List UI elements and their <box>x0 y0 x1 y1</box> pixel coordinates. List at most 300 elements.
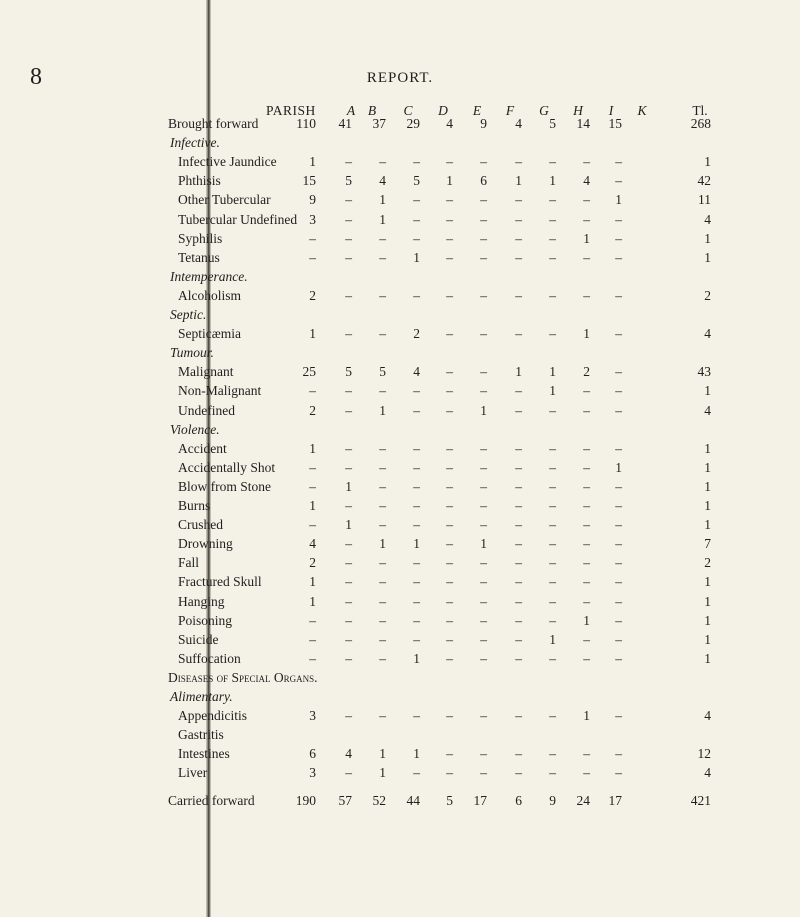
row-values <box>0 190 800 209</box>
cell-value: – <box>615 383 622 399</box>
cell-value: 5 <box>345 173 352 189</box>
cell-value: – <box>583 746 590 762</box>
cell-value: – <box>379 154 386 170</box>
cell-value: 1 <box>345 478 352 494</box>
cell-value: – <box>583 555 590 571</box>
cell-value: – <box>515 326 522 342</box>
cell-value: – <box>515 612 522 628</box>
cell-value: – <box>413 459 420 475</box>
cell-value: 4 <box>704 211 711 227</box>
cell-value: 15 <box>302 173 316 189</box>
row-values <box>0 592 800 611</box>
cell-value: – <box>549 650 556 666</box>
cell-value: – <box>345 326 352 342</box>
cell-value: – <box>480 326 487 342</box>
cell-value: 5 <box>379 364 386 380</box>
cell-value: – <box>480 574 487 590</box>
cell-value: – <box>309 517 316 533</box>
cell-value: – <box>615 746 622 762</box>
cell-value: – <box>583 249 590 265</box>
cell-value: 4 <box>704 402 711 418</box>
cell-value: – <box>615 287 622 303</box>
cell-value: – <box>480 249 487 265</box>
column-header-h: H <box>573 103 583 118</box>
cell-value: – <box>309 612 316 628</box>
cell-value: – <box>446 287 453 303</box>
cell-value: 1 <box>379 746 386 762</box>
cell-value: 1 <box>583 708 590 724</box>
cell-value: – <box>413 765 420 781</box>
cell-value: – <box>615 326 622 342</box>
cell-value: – <box>379 574 386 590</box>
cell-value: – <box>309 459 316 475</box>
cell-value: 1 <box>704 631 711 647</box>
row-values <box>0 630 800 649</box>
cell-value: 1 <box>309 440 316 456</box>
row-label: Other Tubercular <box>178 192 271 208</box>
cell-value: 1 <box>704 249 711 265</box>
cell-value: – <box>446 326 453 342</box>
row-label: Septicæmia <box>178 326 241 342</box>
cell-value: – <box>446 383 453 399</box>
cell-value: – <box>583 478 590 494</box>
cell-value: – <box>549 517 556 533</box>
cell-value: 5 <box>413 173 420 189</box>
cell-value: 17 <box>473 792 487 808</box>
cell-value: 4 <box>515 116 522 131</box>
cell-value: 1 <box>446 173 453 189</box>
cell-value: – <box>379 708 386 724</box>
cell-value: 5 <box>549 116 556 131</box>
cell-value: – <box>446 211 453 227</box>
cell-value: 1 <box>309 498 316 513</box>
cell-value: 1 <box>379 192 386 208</box>
cell-value: – <box>309 383 316 399</box>
row-values <box>0 362 800 381</box>
cell-value: – <box>583 517 590 533</box>
cell-value: – <box>615 440 622 456</box>
column-header-a: A <box>346 103 356 118</box>
cell-value: – <box>480 440 487 456</box>
cell-value: 1 <box>704 517 711 533</box>
cell-value: – <box>345 650 352 666</box>
cell-value: – <box>379 249 386 265</box>
cell-value: – <box>515 383 522 399</box>
cell-value: – <box>549 192 556 208</box>
column-header-d: D <box>438 103 448 118</box>
cell-value: – <box>446 230 453 246</box>
cell-value: – <box>515 402 522 418</box>
cell-value: – <box>549 593 556 609</box>
cell-value: – <box>583 650 590 666</box>
cell-value: – <box>583 287 590 303</box>
cell-value: 1 <box>379 211 386 227</box>
cell-value: – <box>615 708 622 724</box>
cell-value: – <box>379 230 386 246</box>
cell-value: 1 <box>345 517 352 533</box>
cell-value: – <box>515 440 522 456</box>
row-label: Liver <box>178 765 208 781</box>
cell-value: – <box>515 574 522 590</box>
row-values <box>0 381 800 400</box>
cell-value: – <box>309 249 316 265</box>
cell-value: 4 <box>704 765 711 781</box>
row-label: Gastritis <box>178 727 224 743</box>
cell-value: 1 <box>615 192 622 208</box>
cell-value: – <box>480 154 487 170</box>
cell-value: – <box>583 536 590 552</box>
cell-value: 3 <box>309 211 316 227</box>
cell-value: 6 <box>480 173 487 189</box>
cell-value: 4 <box>309 536 316 552</box>
cell-value: – <box>480 650 487 666</box>
cell-value: – <box>379 593 386 609</box>
cell-value: 1 <box>704 478 711 494</box>
section-heading: Intemperance. <box>170 268 248 284</box>
cell-value: – <box>480 498 487 513</box>
section-heading: Violence. <box>170 421 220 437</box>
special-organs-heading: Diseases of Special Organs. <box>168 669 318 685</box>
cell-value: – <box>480 746 487 762</box>
cell-value: 1 <box>413 536 420 552</box>
cell-value: 17 <box>608 792 622 808</box>
cell-value: – <box>446 574 453 590</box>
cell-value: – <box>480 383 487 399</box>
cell-value: 1 <box>515 173 522 189</box>
column-header-k: K <box>637 103 647 118</box>
cell-value: – <box>480 230 487 246</box>
cell-value: – <box>345 708 352 724</box>
cell-value: – <box>413 612 420 628</box>
cell-value: – <box>583 459 590 475</box>
cell-value: – <box>413 383 420 399</box>
cell-value: 1 <box>413 746 420 762</box>
page-number: 8 <box>30 64 42 90</box>
row-values <box>0 324 800 343</box>
cell-value: – <box>446 612 453 628</box>
cell-value: – <box>515 287 522 303</box>
cell-value: – <box>345 498 352 513</box>
column-header-f: F <box>505 103 515 118</box>
cell-value: – <box>413 478 420 494</box>
row-values <box>0 725 800 744</box>
cell-value: 6 <box>309 746 316 762</box>
cell-value: 1 <box>549 631 556 647</box>
cell-value: 2 <box>704 555 711 571</box>
cell-value: 2 <box>309 555 316 571</box>
cell-value: – <box>583 593 590 609</box>
row-label: Undefined <box>178 402 235 418</box>
cell-value: – <box>413 574 420 590</box>
cell-value: 24 <box>576 792 590 808</box>
row-label: Fall <box>178 555 200 571</box>
cell-value: 52 <box>372 792 386 808</box>
cell-value: – <box>583 383 590 399</box>
cell-value: 37 <box>372 116 386 131</box>
cell-value: 1 <box>309 154 316 170</box>
cell-value: 1 <box>704 459 711 475</box>
cell-value: 1 <box>549 364 556 380</box>
cell-value: – <box>413 211 420 227</box>
row-values <box>0 553 800 572</box>
cell-value: – <box>515 765 522 781</box>
cell-value: – <box>515 211 522 227</box>
cell-value: – <box>615 574 622 590</box>
row-label: Accidentally Shot <box>178 459 276 475</box>
row-label: Drowning <box>178 536 233 552</box>
cell-value: – <box>549 765 556 781</box>
cell-value: – <box>446 478 453 494</box>
row-label: Alcoholism <box>178 287 241 303</box>
cell-value: – <box>413 555 420 571</box>
cell-value: – <box>379 612 386 628</box>
cell-value: – <box>615 536 622 552</box>
row-values <box>0 152 800 171</box>
row-values <box>0 458 800 477</box>
cell-value: 1 <box>704 440 711 456</box>
column-header-g: G <box>539 103 549 118</box>
cell-value: – <box>615 154 622 170</box>
cell-value: 5 <box>446 792 453 808</box>
cell-value: – <box>413 498 420 513</box>
cell-value: – <box>446 154 453 170</box>
cell-value: 9 <box>549 792 556 808</box>
cell-value: 11 <box>698 192 711 208</box>
cell-value: 1 <box>379 765 386 781</box>
cell-value: – <box>515 498 522 513</box>
cell-value: – <box>583 211 590 227</box>
running-head: REPORT. <box>366 70 434 86</box>
cell-value: – <box>549 249 556 265</box>
row-values <box>0 763 800 782</box>
cell-value: – <box>583 192 590 208</box>
row-values <box>0 496 800 515</box>
cell-value: – <box>515 536 522 552</box>
cell-value: – <box>615 478 622 494</box>
cell-value: 1 <box>480 536 487 552</box>
cell-value: – <box>480 211 487 227</box>
cell-value: 15 <box>608 116 622 131</box>
parish-label: PARISH <box>266 103 316 118</box>
cell-value: 57 <box>338 792 352 808</box>
cell-value: – <box>379 631 386 647</box>
cell-value: – <box>615 517 622 533</box>
cell-value: – <box>515 249 522 265</box>
cell-value: – <box>549 440 556 456</box>
row-values <box>0 706 800 725</box>
cell-value: – <box>446 402 453 418</box>
cell-value: – <box>413 440 420 456</box>
cell-value: 3 <box>309 708 316 724</box>
cell-value: – <box>615 650 622 666</box>
cell-value: – <box>379 498 386 513</box>
cell-value: – <box>446 593 453 609</box>
cell-value: – <box>480 765 487 781</box>
cell-value: – <box>446 459 453 475</box>
cell-value: – <box>583 498 590 513</box>
cell-value: – <box>446 517 453 533</box>
cell-value: 1 <box>615 459 622 475</box>
brought-forward-label: Brought forward <box>168 116 259 131</box>
cell-value: – <box>615 173 622 189</box>
cell-value: – <box>413 230 420 246</box>
cell-value: 1 <box>309 326 316 342</box>
cell-value: – <box>446 650 453 666</box>
cell-value: – <box>413 517 420 533</box>
cell-value: – <box>379 650 386 666</box>
cell-value: 2 <box>309 287 316 303</box>
cell-value: 1 <box>309 574 316 590</box>
cell-value: – <box>480 287 487 303</box>
cell-value: – <box>549 478 556 494</box>
row-values <box>0 477 800 496</box>
cell-value: – <box>583 154 590 170</box>
cell-value: – <box>446 555 453 571</box>
cell-value: – <box>345 192 352 208</box>
cell-value: – <box>446 765 453 781</box>
cell-value: – <box>379 287 386 303</box>
cell-value: – <box>309 631 316 647</box>
row-label: Suicide <box>178 631 219 647</box>
column-header-i: I <box>608 103 614 118</box>
cell-value: – <box>515 746 522 762</box>
cell-value: – <box>413 192 420 208</box>
cell-value: 6 <box>515 792 522 808</box>
cell-value: 4 <box>704 326 711 342</box>
row-values <box>0 439 800 458</box>
row-label: Poisoning <box>178 612 233 628</box>
column-header-c: C <box>403 103 413 118</box>
row-values <box>0 210 800 229</box>
row-label: Crushed <box>178 517 223 533</box>
section-heading: Septic. <box>170 307 207 322</box>
cell-value: – <box>583 631 590 647</box>
cell-value: – <box>480 478 487 494</box>
cell-value: 29 <box>406 116 420 131</box>
row-label: Burns <box>178 498 211 513</box>
row-values <box>0 401 800 420</box>
column-header-tl: Tl. <box>692 103 708 118</box>
cell-value: – <box>345 631 352 647</box>
cell-value: – <box>515 192 522 208</box>
section-heading: Infective. <box>170 135 220 151</box>
cell-value: 4 <box>345 746 352 762</box>
cell-value: – <box>345 593 352 609</box>
row-values <box>0 744 800 763</box>
cell-value: 4 <box>583 173 590 189</box>
cell-value: 1 <box>704 498 711 513</box>
cell-value: – <box>379 555 386 571</box>
cell-value: 4 <box>704 708 711 724</box>
cell-value: – <box>615 364 622 380</box>
cell-value: – <box>446 249 453 265</box>
row-values <box>0 286 800 305</box>
cell-value: – <box>480 192 487 208</box>
cell-value: – <box>515 459 522 475</box>
cell-value: – <box>515 555 522 571</box>
cell-value: – <box>549 536 556 552</box>
cell-value: 9 <box>309 192 316 208</box>
cell-value: – <box>446 364 453 380</box>
cell-value: – <box>345 154 352 170</box>
cell-value: – <box>583 440 590 456</box>
cell-value: – <box>615 765 622 781</box>
cell-value: 1 <box>704 154 711 170</box>
cell-value: – <box>446 631 453 647</box>
cell-value: – <box>615 631 622 647</box>
cell-value: 1 <box>583 230 590 246</box>
cell-value: 2 <box>704 287 711 303</box>
cell-value: – <box>379 459 386 475</box>
cell-value: 1 <box>549 173 556 189</box>
row-values <box>0 248 800 267</box>
cell-value: 44 <box>406 792 420 808</box>
cell-value: 25 <box>302 364 316 380</box>
row-values <box>0 114 800 133</box>
cell-value: 1 <box>549 383 556 399</box>
cell-value: – <box>345 230 352 246</box>
cell-value: – <box>515 154 522 170</box>
cell-value: – <box>480 517 487 533</box>
row-label: Accident <box>178 440 227 456</box>
cell-value: 1 <box>704 650 711 666</box>
cell-value: – <box>515 650 522 666</box>
cell-value: – <box>345 440 352 456</box>
row-values <box>0 534 800 553</box>
cell-value: – <box>480 708 487 724</box>
row-label: Tetanus <box>178 249 220 265</box>
cell-value: 1 <box>704 230 711 246</box>
cell-value: – <box>345 249 352 265</box>
row-values <box>0 572 800 591</box>
cell-value: – <box>379 478 386 494</box>
cell-value: – <box>515 708 522 724</box>
cell-value: – <box>480 555 487 571</box>
cell-value: – <box>446 746 453 762</box>
cell-value: 7 <box>704 536 711 552</box>
cell-value: – <box>345 612 352 628</box>
cell-value: 9 <box>480 116 487 131</box>
row-label: Intestines <box>178 746 230 762</box>
cell-value: – <box>549 287 556 303</box>
row-values <box>0 611 800 630</box>
cell-value: 1 <box>583 612 590 628</box>
cell-value: 14 <box>576 116 590 131</box>
cell-value: – <box>615 593 622 609</box>
cell-value: – <box>480 364 487 380</box>
row-label: Tubercular Undefined <box>178 211 298 227</box>
cell-value: 4 <box>413 364 420 380</box>
cell-value: 1 <box>413 249 420 265</box>
cell-value: – <box>615 612 622 628</box>
cell-value: 41 <box>338 116 352 131</box>
cell-value: – <box>515 517 522 533</box>
row-label: Malignant <box>178 364 234 380</box>
cell-value: – <box>615 249 622 265</box>
row-label: Non-Malignant <box>178 383 262 399</box>
cell-value: – <box>549 402 556 418</box>
cell-value: – <box>615 211 622 227</box>
cell-value: – <box>309 230 316 246</box>
cell-value: – <box>446 498 453 513</box>
cell-value: – <box>549 612 556 628</box>
cell-value: – <box>549 746 556 762</box>
cell-value: – <box>549 498 556 513</box>
row-label: Appendicitis <box>178 708 247 724</box>
cell-value: 1 <box>379 402 386 418</box>
row-values <box>0 229 800 248</box>
cell-value: – <box>480 593 487 609</box>
